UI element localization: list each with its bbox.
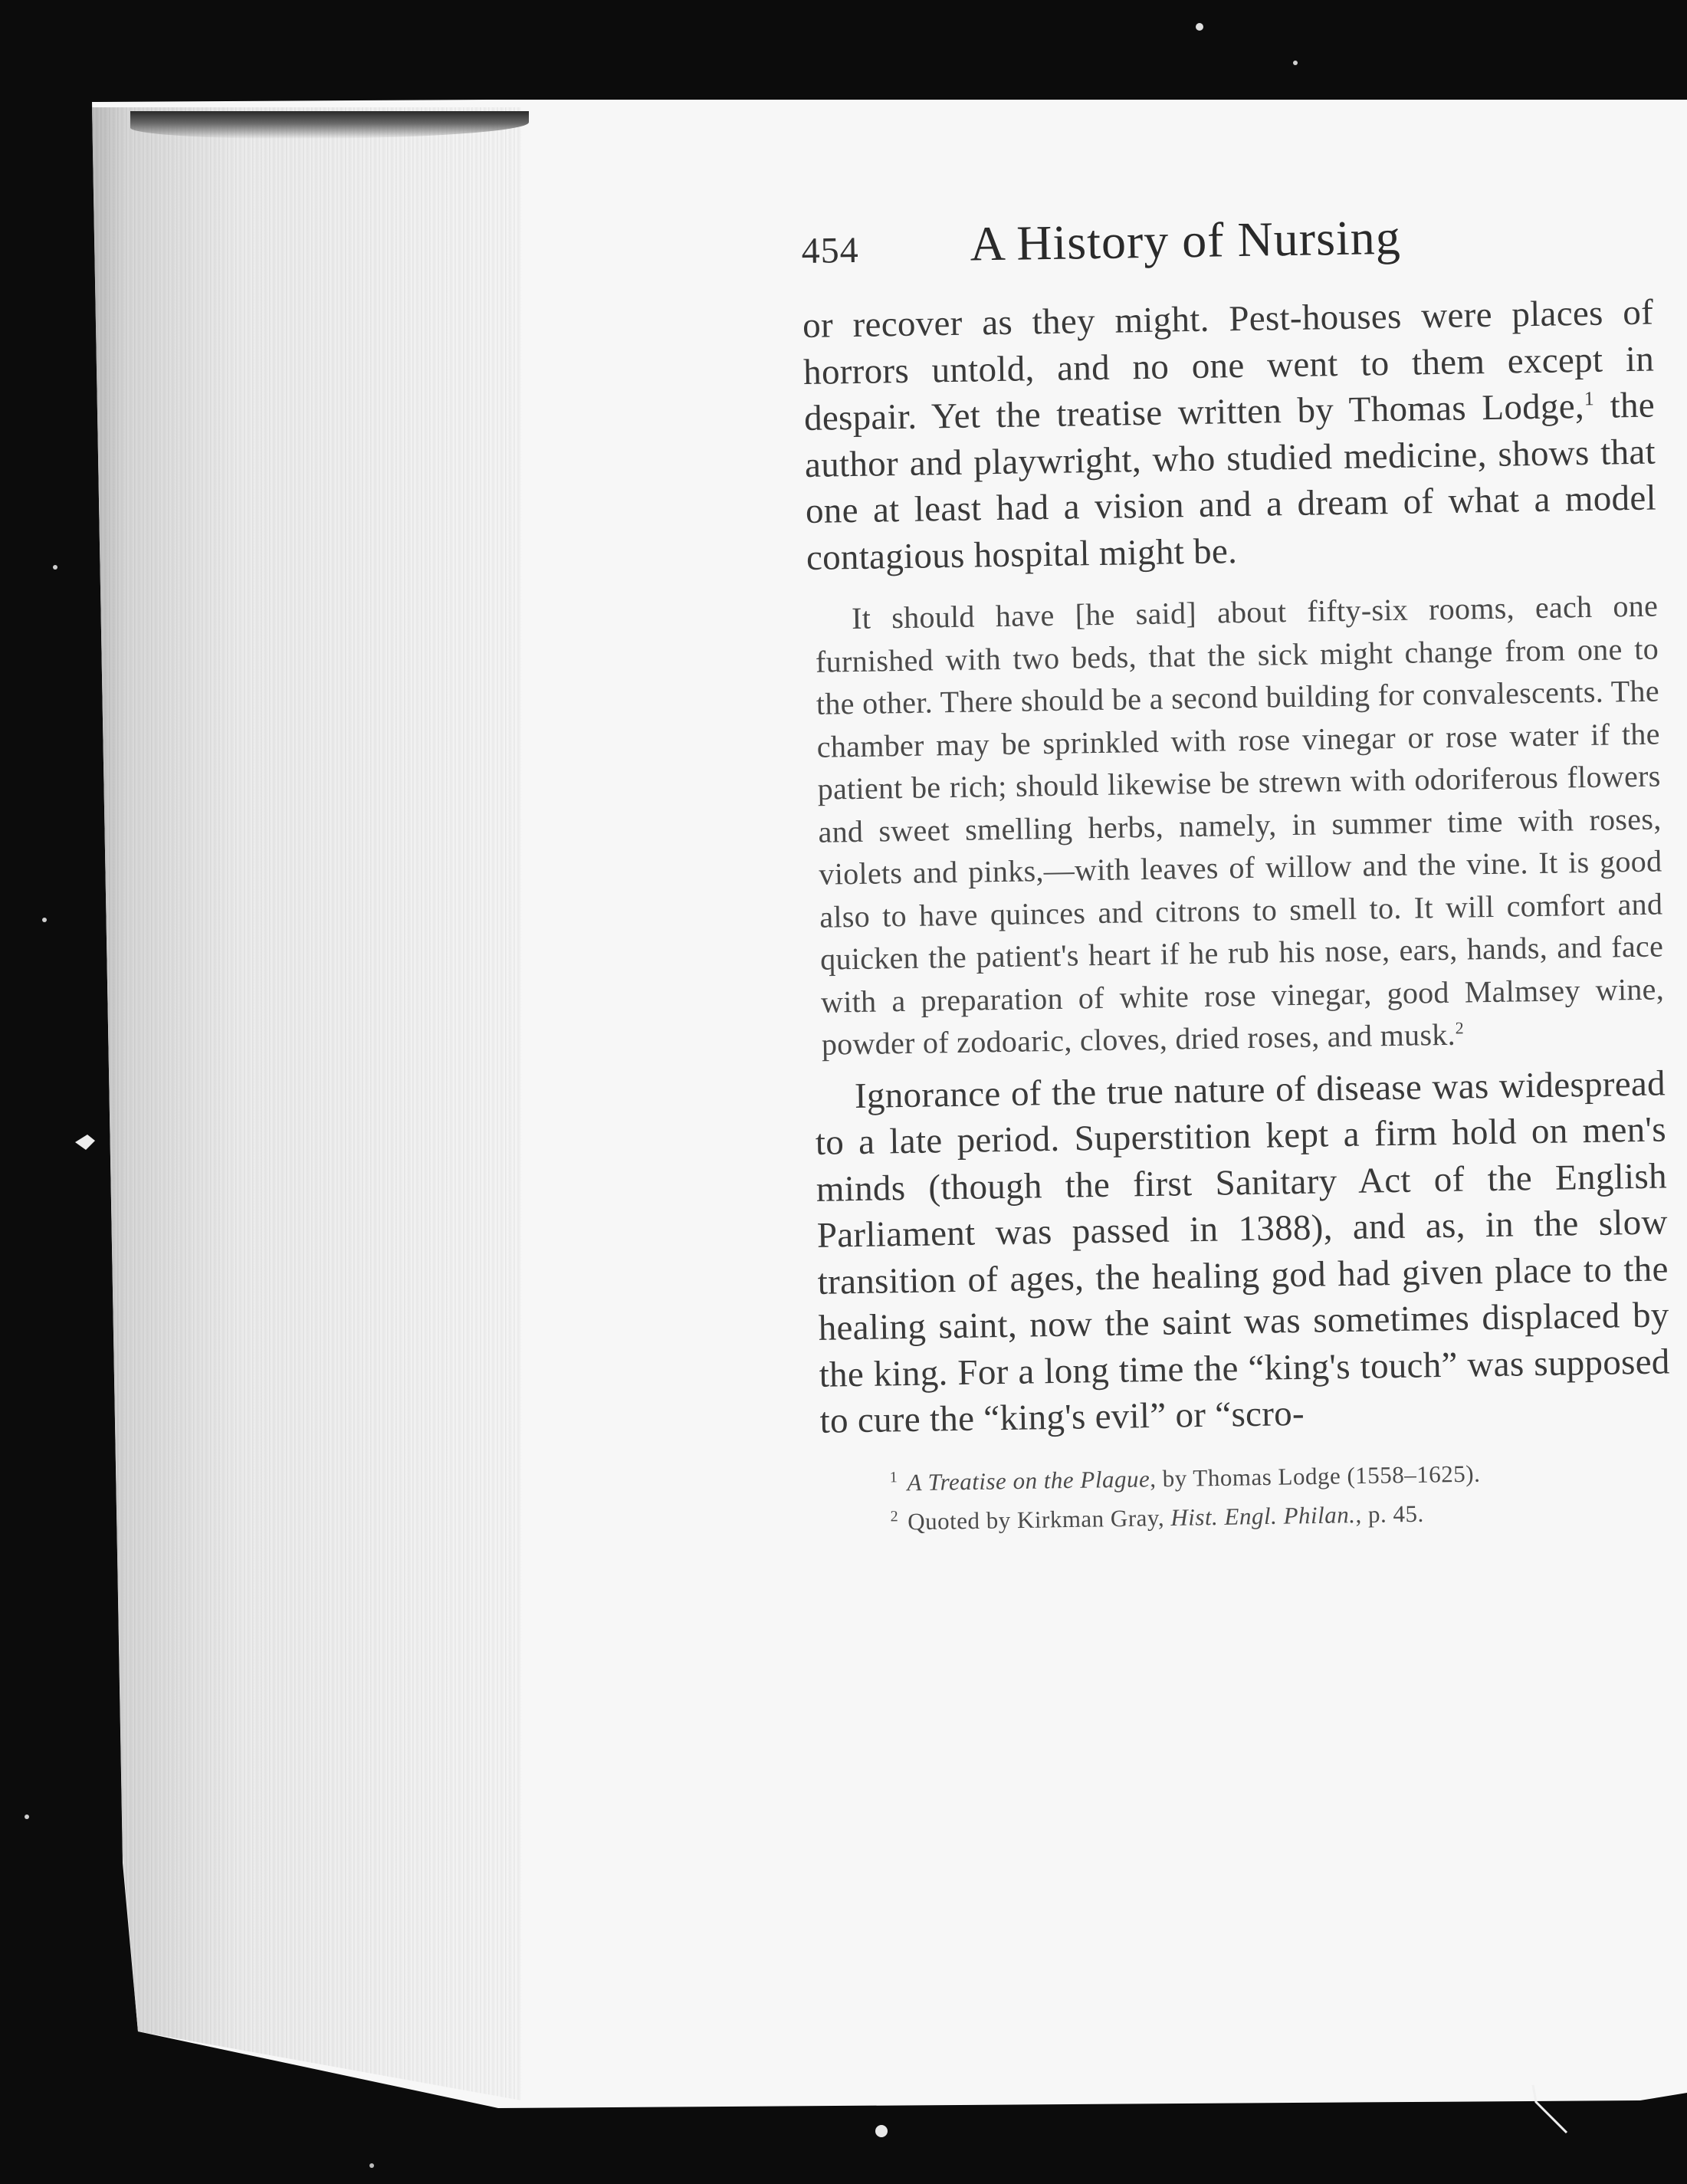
footnote-ref-1: 1 [1584,387,1595,410]
footnote-text: , p. 45. [1355,1499,1424,1528]
paragraph-1-rest: the author and playwright, who studied medicine, shows that one at least had a vision and a dream of what a model contagious hospital might be. [804,385,1657,578]
footnote-text: , by Thomas Lodge (1558–1625). [1149,1460,1481,1492]
page-header [801,205,1653,287]
running-head: A History of Nursing [969,209,1402,271]
block-quote-text: It should have [he said] about fifty-six rooms, each one furnished with two beds, that the sick might change from one to the other. There should be a second building for convalescents. The chamber may be sprinkled with rose vinegar or rose water if the patient be rich; should likewise be strewn with odoriferous flowers and sweet smelling herbs, namely, in summer time with roses, violets and pinks,—with leaves of willow and the vine. It is good also to have quinces and citrons to smell to. It will comfort and quicken the patient's heart if he rub his nose, ears, hands, and face with a preparation of white rose vinegar, good Malmsey wine, powder of zodoaric, cloves, dried roses, and musk. [815,588,1665,1062]
paragraph-2 [815,1060,1671,1444]
paragraph-1-text: or recover as they might. Pest-houses were places of horrors untold, and no one went to them except in despair. Yet the treatise written by Thomas Lodge, [802,292,1655,438]
block-quote [815,585,1665,1066]
paragraph-1 [802,290,1658,581]
footnote-title: A Treatise on the Plague [907,1464,1150,1496]
footnote-number: 2 [890,1508,899,1526]
footnote-number: 1 [889,1468,898,1486]
page-edges [92,107,521,2100]
footnote-lead: Quoted by Kirkman Gray, [907,1503,1171,1535]
footnote-ref-2: 2 [1455,1018,1465,1038]
page-number: 454 [801,229,860,271]
paragraph-2-text: Ignorance of the true nature of disease was widespread to a late period. Superstition kept a firm hold on men's minds (though the first Sanitary Act of the English Parliament was passed in 1388), and as, in the slow transition of ages, the healing god had given place to the healing saint, now the saint was sometimes displaced by the king. For a long time the “king's touch” was supposed to cure the “king's evil” or “scro- [815,1062,1670,1441]
footnote-title: Hist. Engl. Philan. [1170,1501,1356,1531]
text-column [801,205,1672,1540]
footnotes [889,1448,1672,1539]
